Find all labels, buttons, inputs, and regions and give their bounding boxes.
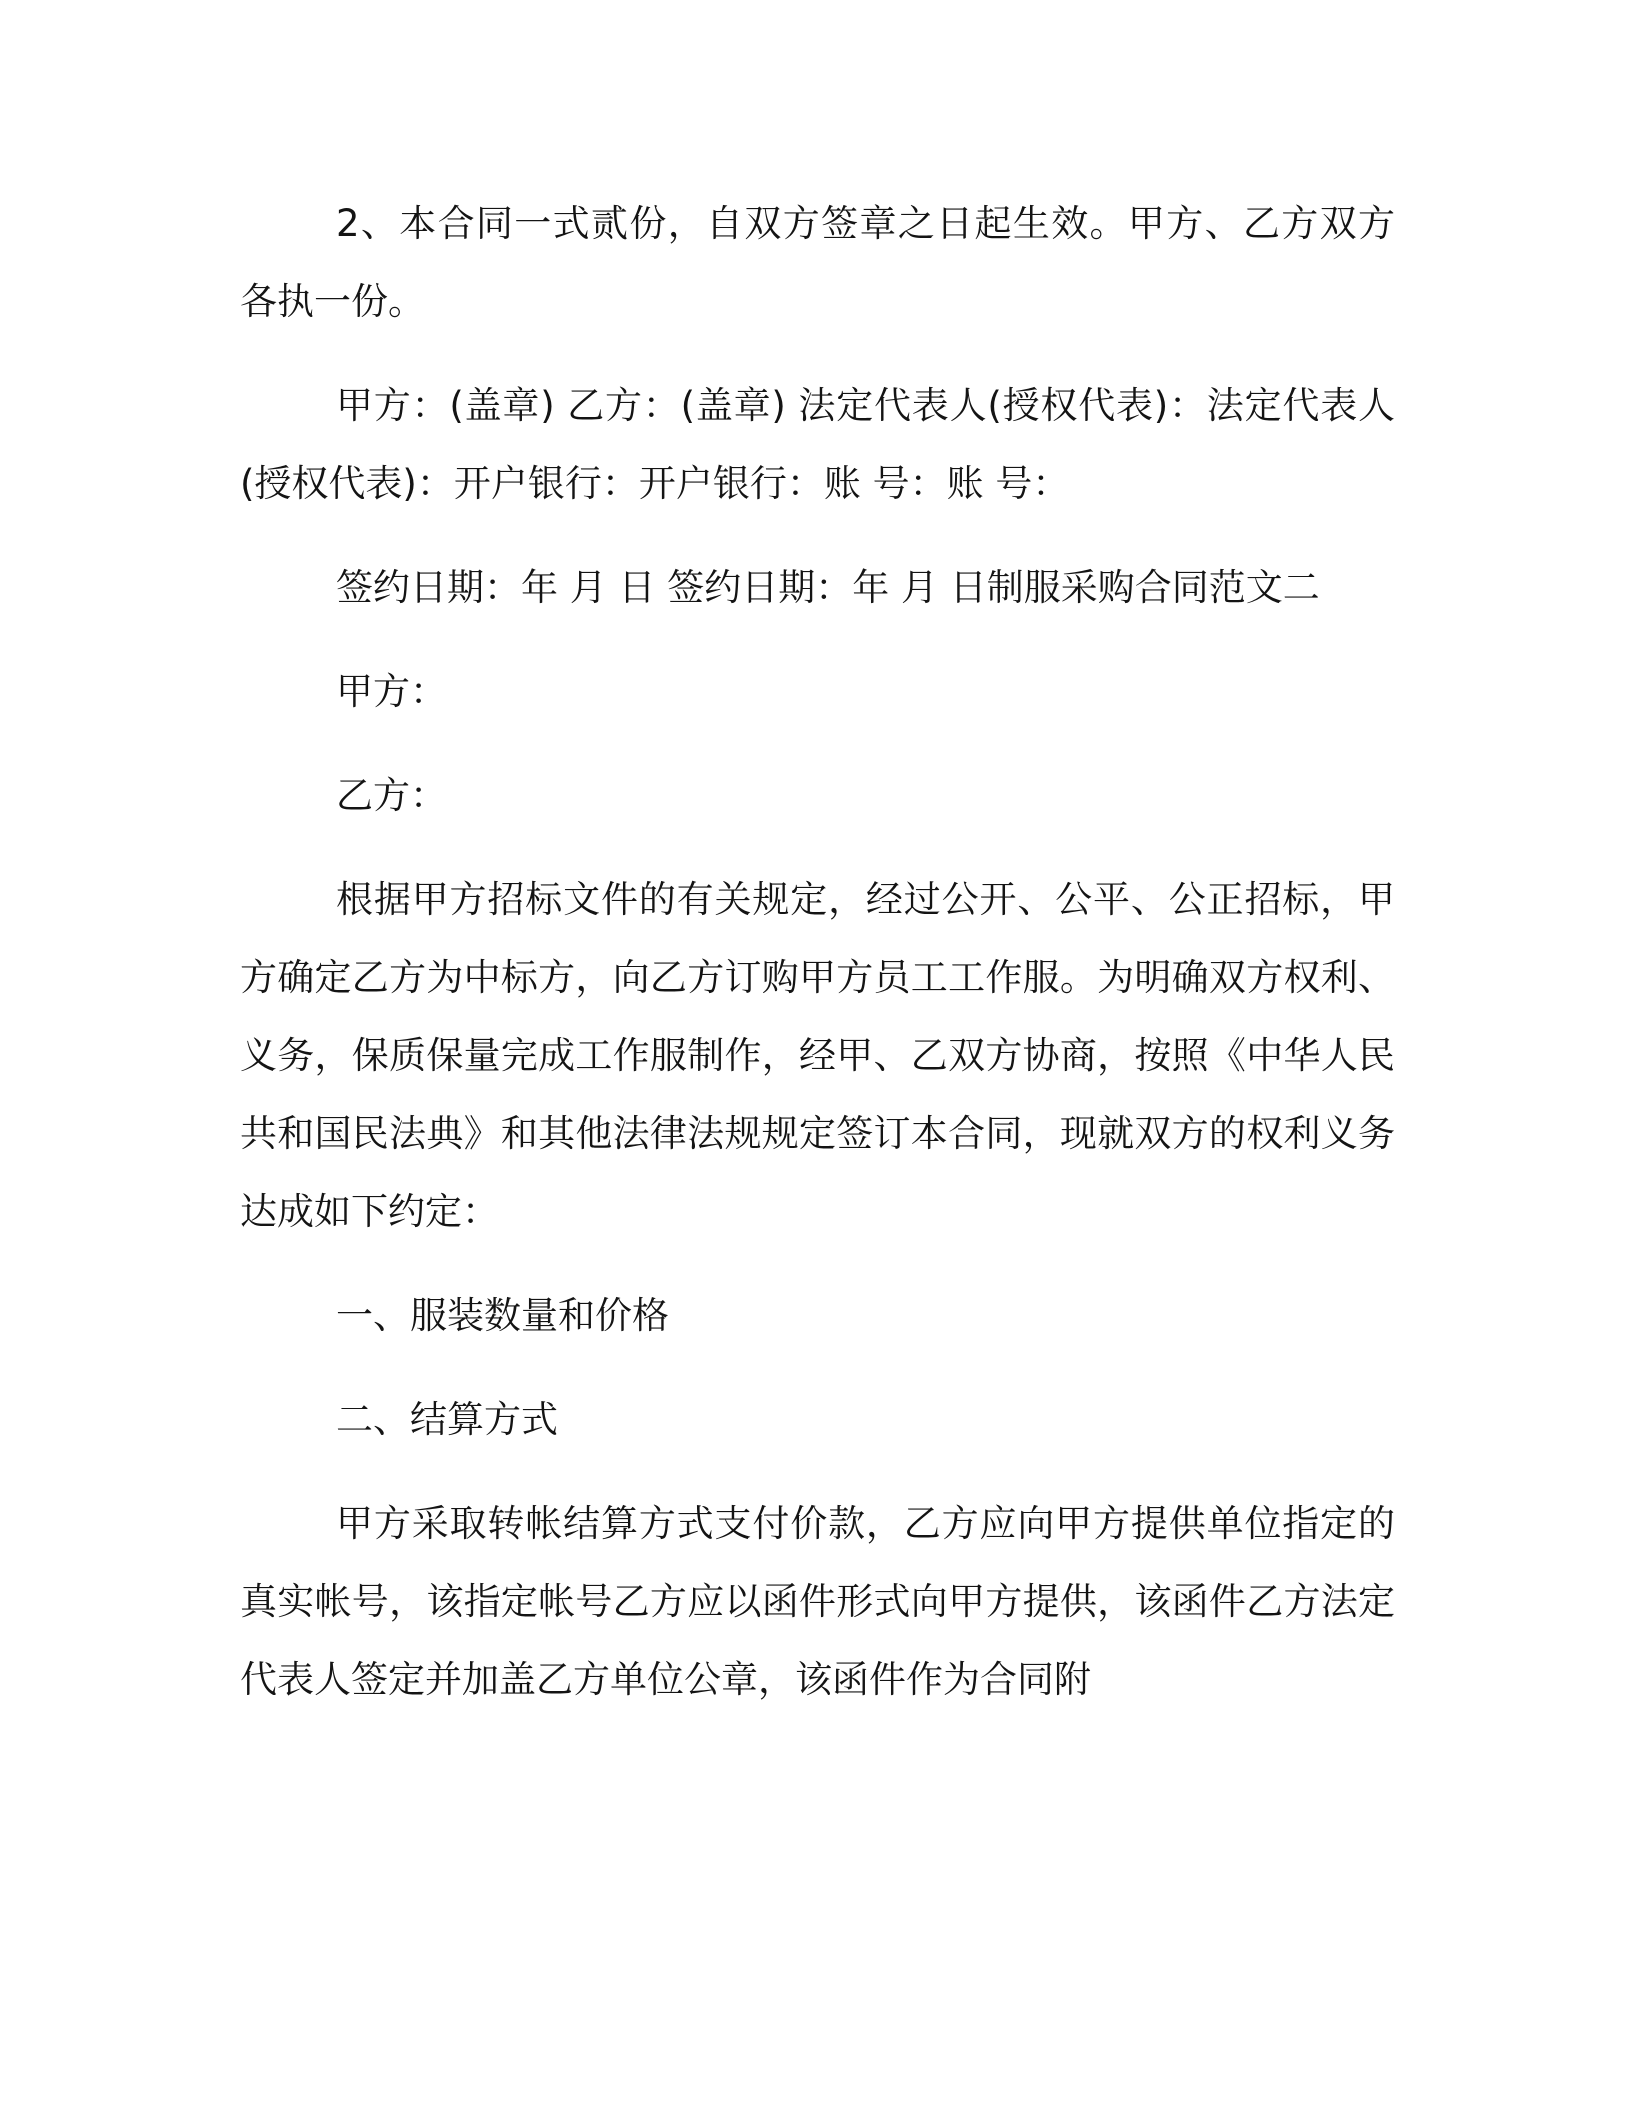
paragraph-party-b: 乙方： xyxy=(336,774,447,817)
heading-settlement: 二、结算方式 xyxy=(336,1398,558,1441)
paragraph-party-a: 甲方： xyxy=(336,670,447,713)
paragraph-settlement-terms: 甲方采取转帐结算方式支付价款，乙方应向甲方提供单位指定的真实帐号，该指定帐号乙方应以函件形式向甲方提供，该函件乙方法定代表人签定并加盖乙方单位公章，该函件作为合同附 xyxy=(240,1502,1395,1701)
paragraph-copies-effective: 2、本合同一式贰份，自双方签章之日起生效。甲方、乙方双方各执一份。 xyxy=(240,202,1395,323)
paragraph-signing-date: 签约日期：年 月 日 签约日期：年 月 日制服采购合同范文二 xyxy=(336,566,1320,609)
paragraph-preamble: 根据甲方招标文件的有关规定，经过公开、公平、公正招标，甲方确定乙方为中标方，向乙方订购甲方员工工作服。为明确双方权利、义务，保质保量完成工作服制作，经甲、乙双方协商，按照《中华人民共和国民法典》和其他法律法规规定签订本合同，现就双方的权利义务达成如下约定： xyxy=(240,878,1395,1233)
document-body xyxy=(240,185,1395,1745)
heading-quantity-price: 一、服装数量和价格 xyxy=(336,1294,669,1337)
paragraph-signature-block: 甲方：(盖章) 乙方：(盖章) 法定代表人(授权代表)：法定代表人(授权代表)：开户银行：开户银行：账 号：账 号： xyxy=(240,384,1395,505)
